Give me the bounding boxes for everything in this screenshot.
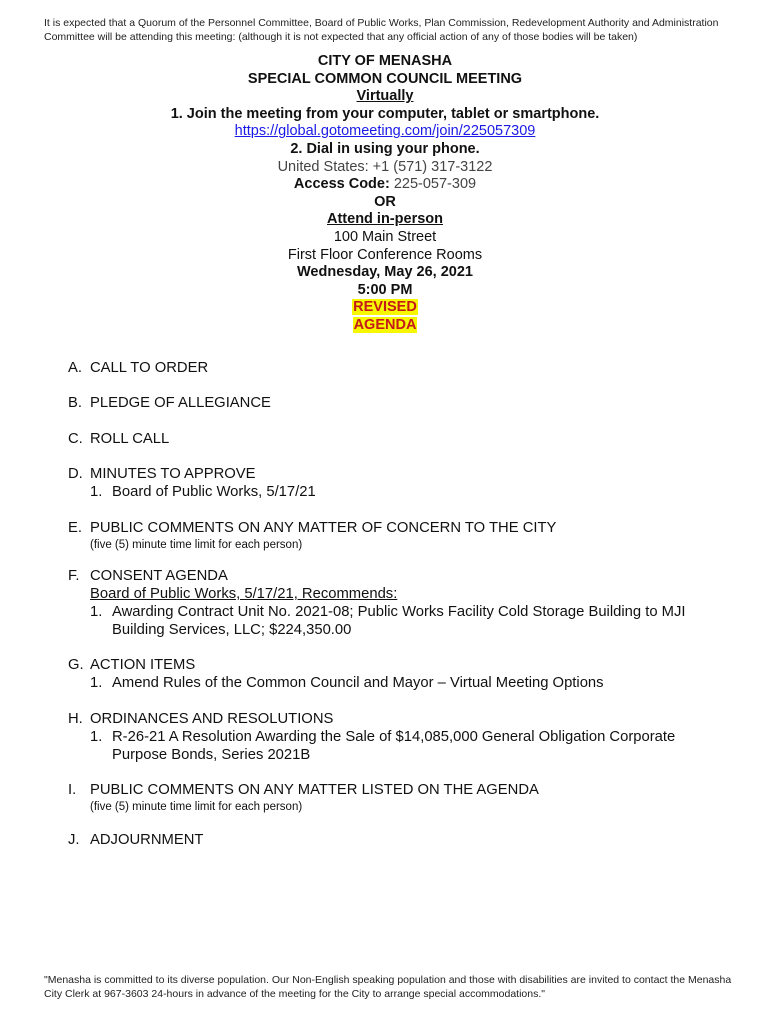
agenda-item-call-to-order xyxy=(68,359,748,377)
sub-item-text: Amend Rules of the Common Council and Mayor – Virtual Meeting Options xyxy=(112,675,604,691)
virtually-heading: Virtually xyxy=(356,88,414,105)
phone-number: United States: +1 (571) 317-3122 xyxy=(277,158,493,175)
quorum-notice: It is expected that a Quorum of the Personnel Committee, Board of Public Works, Plan Commission, Redevelopment Authority and Administration Committee will be attending this meeting: (although it is not expected that any official action of any of those bodies will be taken) xyxy=(44,17,719,43)
sub-item-number: 1. xyxy=(90,484,103,500)
item-letter: H. xyxy=(68,711,83,727)
item-letter: A. xyxy=(68,360,82,376)
meeting-header xyxy=(0,53,770,335)
city-title: CITY OF MENASHA xyxy=(317,53,453,69)
join-instruction: 1. Join the meeting from your computer, tablet or smartphone. xyxy=(170,105,600,122)
access-code-value: 225-057-309 xyxy=(393,176,477,193)
item-title: CONSENT AGENDA xyxy=(90,568,228,584)
room: First Floor Conference Rooms xyxy=(287,246,483,263)
sub-item-number: 1. xyxy=(90,604,103,620)
item-title: PUBLIC COMMENTS ON ANY MATTER LISTED ON THE AGENDA xyxy=(90,782,539,798)
item-title: CALL TO ORDER xyxy=(90,360,209,376)
item-title: ORDINANCES AND RESOLUTIONS xyxy=(90,711,334,727)
agenda-item-consent-agenda xyxy=(68,567,748,639)
meeting-title: SPECIAL COMMON COUNCIL MEETING xyxy=(247,70,523,87)
agenda-item-adjournment xyxy=(68,831,748,849)
item-title: PLEDGE OF ALLEGIANCE xyxy=(90,395,271,411)
agenda-item-minutes xyxy=(68,465,748,501)
item-letter: B. xyxy=(68,395,82,411)
item-letter: C. xyxy=(68,431,83,447)
sub-item-text: R-26-21 A Resolution Awarding the Sale of $14,085,000 General Obligation Corporate xyxy=(112,729,676,745)
item-title: ACTION ITEMS xyxy=(90,657,196,673)
item-letter: I. xyxy=(68,782,77,798)
access-code-label: Access Code: xyxy=(293,176,390,193)
item-title: ROLL CALL xyxy=(90,431,170,447)
item-letter: G. xyxy=(68,657,84,673)
dial-instruction: 2. Dial in using your phone. xyxy=(290,140,480,157)
agenda-item-public-comments-agenda xyxy=(68,781,748,815)
revised-badge: REVISED xyxy=(353,299,417,316)
sub-item-number: 1. xyxy=(90,675,103,691)
meeting-date: Wednesday, May 26, 2021 xyxy=(297,264,473,281)
address: 100 Main Street xyxy=(333,228,437,245)
item-letter: J. xyxy=(68,832,80,848)
item-title: ADJOURNMENT xyxy=(90,832,204,848)
time-limit-note: (five (5) minute time limit for each person) xyxy=(90,539,303,551)
agenda-item-roll-call xyxy=(68,430,748,448)
meeting-link[interactable]: https://global.gotomeeting.com/join/225057309 xyxy=(234,123,536,140)
consent-subheading: Board of Public Works, 5/17/21, Recommends: xyxy=(90,586,398,602)
sub-item-text: Awarding Contract Unit No. 2021-08; Public Works Facility Cold Storage Building to MJI xyxy=(112,604,686,620)
attend-in-person-heading: Attend in-person xyxy=(327,211,443,228)
agenda-item-pledge xyxy=(68,394,748,412)
item-letter: F. xyxy=(68,568,80,584)
item-title: PUBLIC COMMENTS ON ANY MATTER OF CONCERN TO THE CITY xyxy=(90,520,557,536)
sub-item-text-cont: Purpose Bonds, Series 2021B xyxy=(112,747,311,763)
agenda-badge: AGENDA xyxy=(353,316,417,333)
item-title: MINUTES TO APPROVE xyxy=(90,466,256,482)
item-letter: D. xyxy=(68,466,83,482)
sub-item-number: 1. xyxy=(90,729,103,745)
time-limit-note: (five (5) minute time limit for each person) xyxy=(90,801,303,813)
sub-item-text: Board of Public Works, 5/17/21 xyxy=(112,484,316,500)
agenda-item-ordinances xyxy=(68,710,748,764)
agenda-item-public-comments-city xyxy=(68,519,748,553)
agenda-item-action-items xyxy=(68,656,748,692)
accommodation-notice: "Menasha is committed to its diverse population. Our Non-English speaking population and those with disabilities are invited to contact the Menasha City Clerk at 967-3603 24-hours in advance of the meeting for the City to arrange special accommodations." xyxy=(44,974,732,1000)
item-letter: E. xyxy=(68,520,82,536)
meeting-time: 5:00 PM xyxy=(357,281,413,298)
sub-item-text-cont: Building Services, LLC; $224,350.00 xyxy=(112,622,352,638)
or-separator: OR xyxy=(374,193,396,210)
